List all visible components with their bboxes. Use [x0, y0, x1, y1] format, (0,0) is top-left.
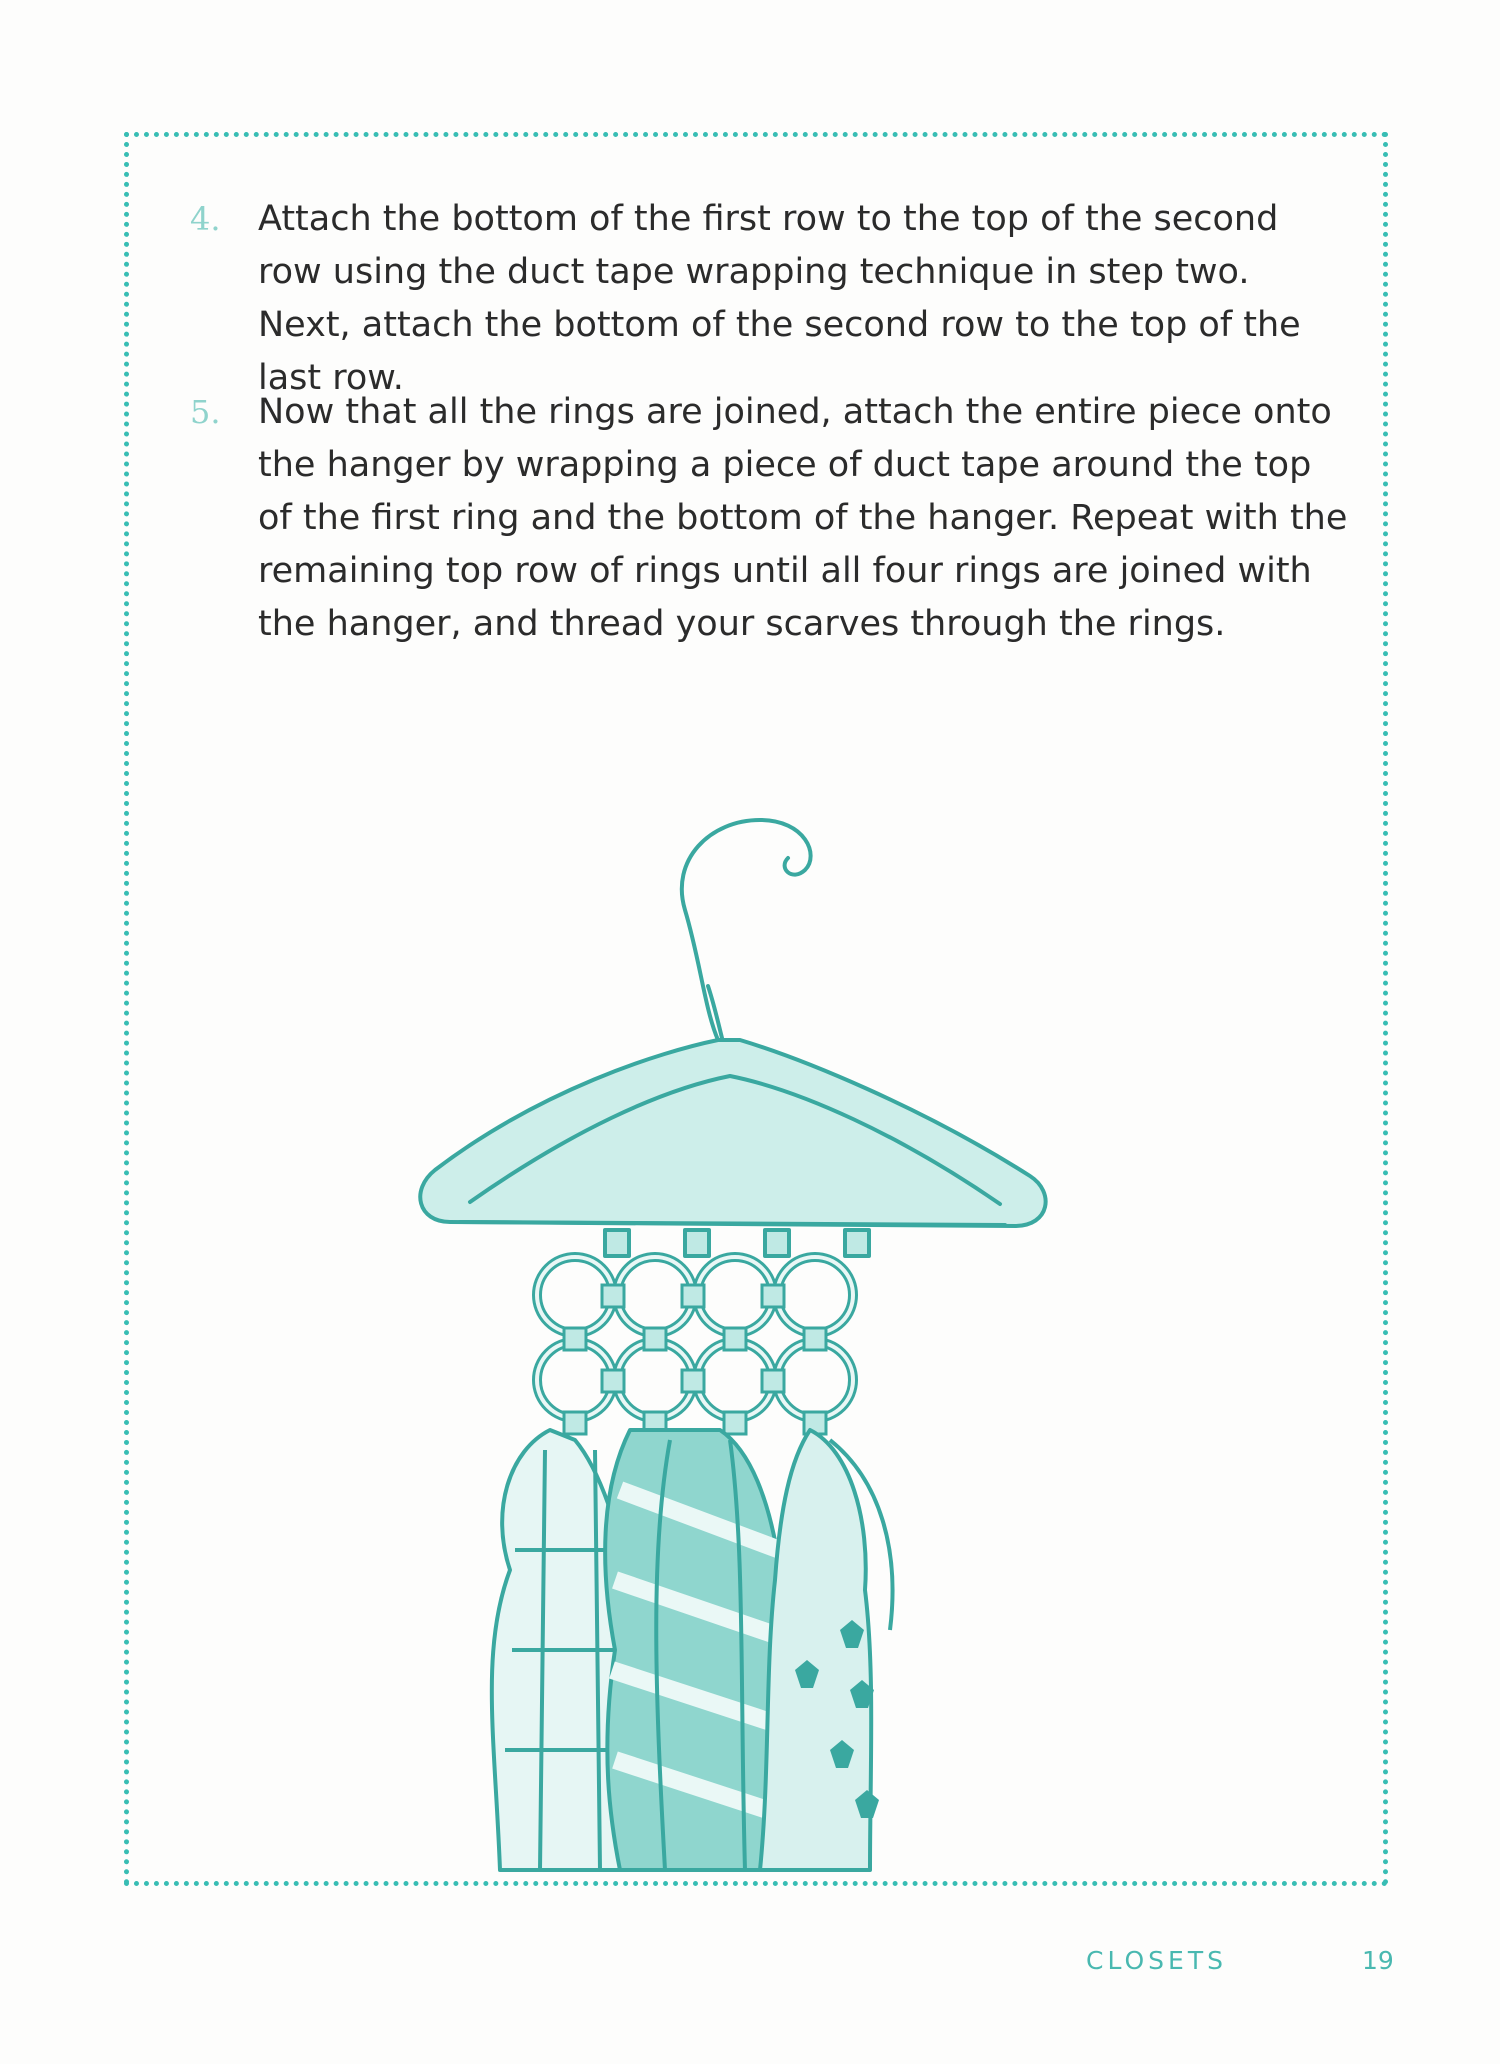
step-number: 5.	[190, 393, 221, 431]
step-number: 4.	[190, 200, 221, 238]
instruction-step-5	[190, 386, 1348, 651]
section-label: CLOSETS	[1086, 1946, 1227, 1975]
page-number: 19	[1362, 1946, 1394, 1975]
hanger-with-scarves-illustration	[400, 790, 1100, 1880]
step-text: Now that all the rings are joined, attach the entire piece onto the hanger by wrapping a piece of duct tape around the top of the first ring and the bottom of the hanger. Repeat with the remaining top row of rings until all four rings are joined with the hanger, and thread your scarves through the rings.	[258, 392, 1348, 644]
instruction-step-4	[190, 193, 1348, 405]
step-text: Attach the bottom of the first row to the top of the second row using the duct tape wrapping technique in step two. Next, attach the bottom of the second row to the top of the last row.	[258, 199, 1301, 398]
